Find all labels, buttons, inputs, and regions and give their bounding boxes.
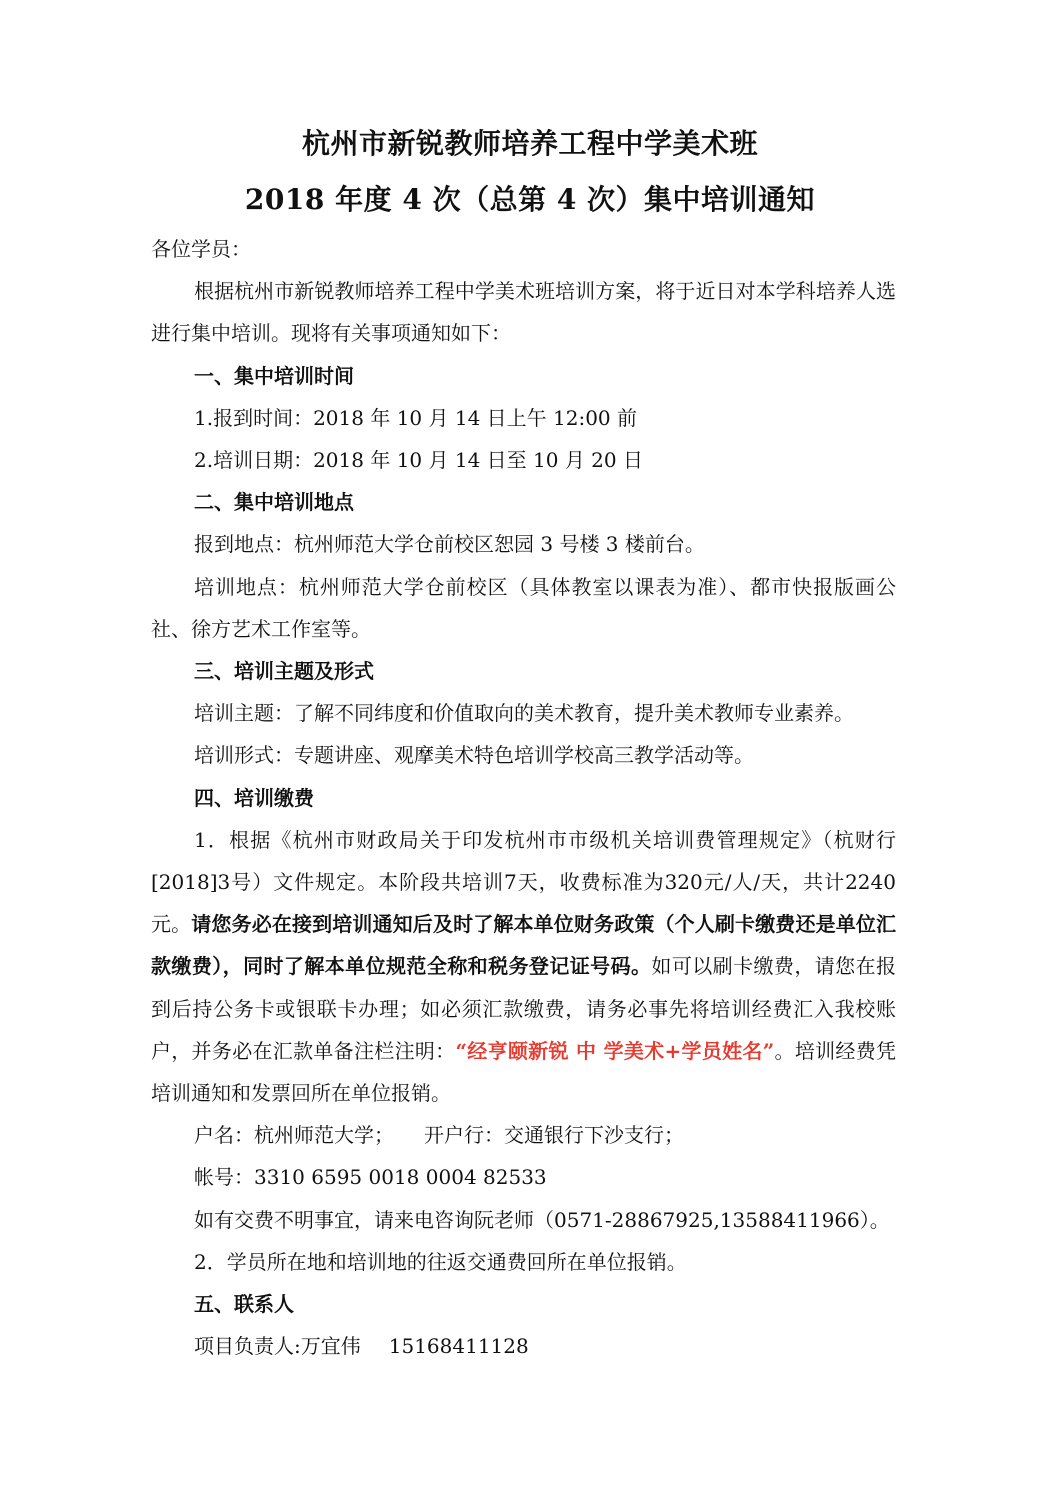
section-3-heading: 三、培训主题及形式	[194, 659, 374, 684]
report-place: 报到地点：杭州师范大学仓前校区恕园 3 号楼 3 楼前台。	[194, 532, 705, 557]
fee-inquiry: 如有交费不明事宜，请来电咨询阮老师（0571-28867925,13588411966）。	[194, 1207, 890, 1232]
title-line-1: 杭州市新锐教师培养工程中学美术班	[301, 127, 758, 160]
intro-paragraph: 根据杭州市新锐教师培养工程中学美术班培训方案，将于近日对本学科培养人选进行集中培训。现将有关事项通知如下：	[151, 279, 896, 346]
section-2-heading: 二、集中培训地点	[194, 490, 354, 515]
fee-payment-instructions: 如可以刷卡缴费，请您在报到后持公务卡或银联卡办理；如必须汇款缴费，请务必事先将培训经费汇入我校账户，并务必在汇款单备注栏注明：	[151, 954, 897, 1063]
training-form: 培训形式：专题讲座、观摩美术特色培训学校高三教学活动等。	[194, 743, 754, 768]
section-5-heading: 五、联系人	[194, 1292, 294, 1317]
notice-body	[151, 228, 896, 1367]
contact-phone: 15168411128	[388, 1334, 529, 1359]
travel-reimbursement: 2．学员所在地和培训地的往返交通费回所在单位报销。	[194, 1249, 687, 1274]
training-dates: 2.培训日期：2018 年 10 月 14 日至 10 月 20 日	[194, 448, 643, 473]
fee-policy-emphasis: 请您务必在接到培训通知后及时了解本单位财务政策（个人刷卡缴费还是单位汇款缴费），同时了解本单位规范全称和税务登记证号码。	[151, 912, 897, 979]
section-1-heading: 一、集中培训时间	[194, 363, 354, 388]
salutation: 各位学员：	[151, 237, 251, 261]
fee-paragraph	[151, 819, 896, 1114]
bank-name: 开户行：交通银行下沙支行；	[424, 1123, 684, 1148]
contact-person: 项目负责人:万宜伟	[194, 1334, 361, 1359]
training-theme: 培训主题：了解不同纬度和价值取向的美术教育，提升美术教师专业素养。	[194, 701, 854, 726]
account-number: 帐号：3310 6595 0018 0004 82533	[194, 1165, 547, 1190]
contact-line	[151, 1325, 896, 1367]
bank-info-line	[151, 1114, 896, 1156]
fee-regulation-text: 1．根据《杭州市财政局关于印发杭州市市级机关培训费管理规定》（杭财行[2018]3号）文件规定。本阶段共培训7天，收费标准为320元/人/天，共计2240元。	[151, 827, 896, 937]
account-name: 户名：杭州师范大学；	[194, 1123, 394, 1148]
section-4-heading: 四、培训缴费	[194, 785, 314, 810]
title-line-2: 2018 年度 4 次（总第 4 次）集中培训通知	[244, 183, 816, 216]
report-time: 1.报到时间：2018 年 10 月 14 日上午 12:00 前	[194, 405, 638, 430]
fee-reimbursement-text: 。培训经费凭培训通知和发票回所在单位报销。	[151, 1038, 897, 1106]
remittance-note: “经亨颐新锐 中 学美术+学员姓名”	[455, 1038, 775, 1063]
training-place: 培训地点：杭州师范大学仓前校区（具体教室以课表为准）、都市快报版画公社、徐方艺术工作室等。	[151, 574, 896, 641]
